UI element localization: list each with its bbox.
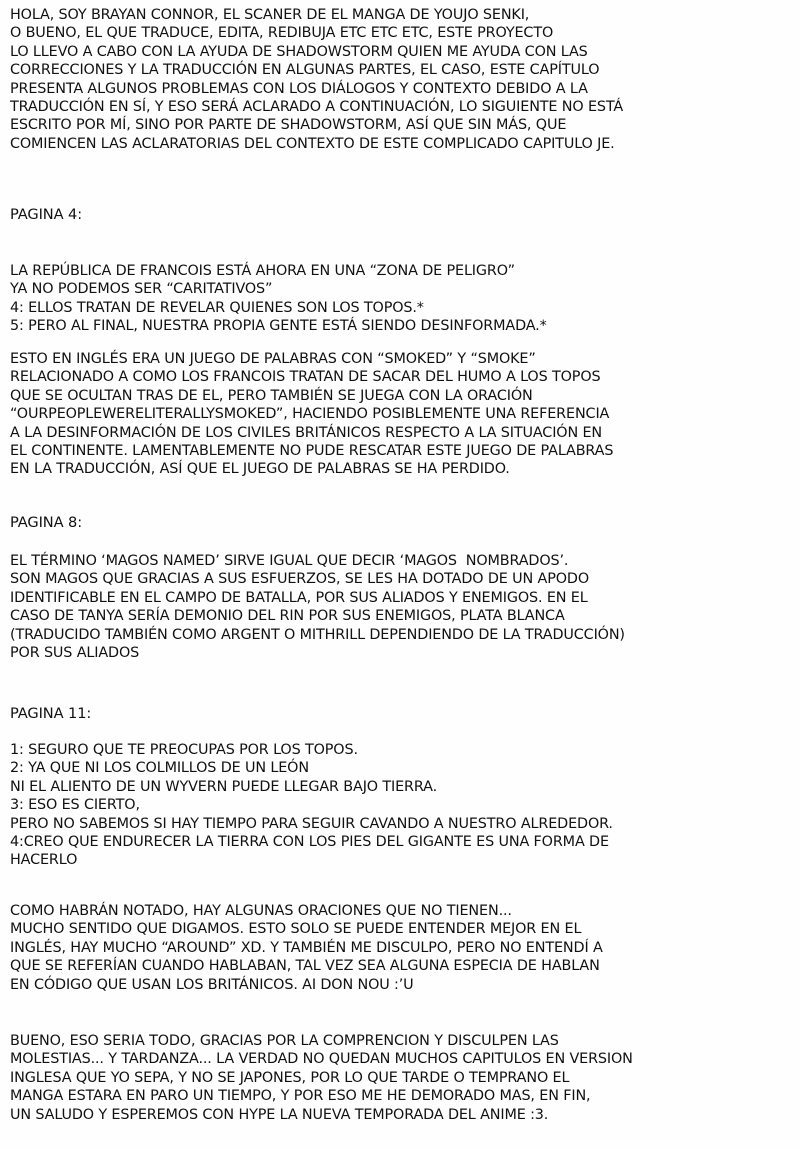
note-line: ESTO EN INGLÉS ERA UN JUEGO DE PALABRAS CON “SMOKED” Y “SMOKE” [10, 350, 536, 367]
remarks-paragraph [10, 902, 612, 994]
remarks-line: QUE SE REFERÍAN CUANDO HABLABAN, TAL VEZ SEA ALGUNA ESPECIA DE HABLAN [10, 957, 600, 975]
dialogue-line: 3: ESO ES CIERTO, [10, 796, 140, 814]
intro-paragraph [10, 6, 632, 153]
note-line: “OURPEOPLEWERELITERALLYSMOKED”, HACIENDO POSIBLEMENTE UNA REFERENCIA [10, 405, 610, 423]
page4-dialogue [10, 262, 555, 336]
body-line: SON MAGOS QUE GRACIAS A SUS ESFUERZOS, SE LES HA DOTADO DE UN APODO [10, 570, 590, 588]
remarks-line: COMO HABRÁN NOTADO, HAY ALGUNAS ORACIONES QUE NO TIENEN... [10, 902, 512, 919]
closing-line: MANGA ESTARA EN PARO UN TIEMPO, Y POR ESO ME HE DEMORADO MAS, EN FIN, [10, 1087, 591, 1105]
closing-line: MOLESTIAS... Y TARDANZA... LA VERDAD NO QUEDAN MUCHOS CAPITULOS EN VERSION [10, 1050, 633, 1068]
body-line: EL TÉRMINO ‘MAGOS NAMED’ SIRVE IGUAL QUE DECIR ‘MAGOS NOMBRADOS’. [10, 552, 569, 569]
closing-line: INGLESA QUE YO SEPA, Y NO SE JAPONES, POR LO QUE TARDE O TEMPRANO EL [10, 1068, 570, 1086]
note-line: QUE SE OCULTAN TRAS DE EL, PERO TAMBIÉN SE JUEGA CON LA ORACIÓN [10, 386, 533, 404]
dialogue-line: HACERLO [10, 851, 78, 869]
page4-note [10, 350, 623, 479]
section-heading: PAGINA 11: [10, 705, 92, 722]
note-line: EL CONTINENTE. LAMENTABLEMENTE NO PUDE RESCATAR ESTE JUEGO DE PALABRAS [10, 441, 614, 459]
dialogue-line: PERO NO SABEMOS SI HAY TIEMPO PARA SEGUIR CAVANDO A NUESTRO ALREDEDOR. [10, 814, 613, 832]
dialogue-line: 2: YA QUE NI LOS COLMILLOS DE UN LEÓN [10, 759, 309, 777]
body-line: POR SUS ALIADOS [10, 643, 140, 661]
intro-line: PRESENTA ALGUNOS PROBLEMAS CON LOS DIÁLOGOS Y CONTEXTO DEBIDO A LA [10, 79, 588, 97]
intro-line: TRADUCCIÓN EN SÍ, Y ESO SERÁ ACLARADO A CONTINUACIÓN, LO SIGUIENTE NO ESTÁ [10, 97, 624, 115]
remarks-line: EN CÓDIGO QUE USAN LOS BRITÁNICOS. AI DON NOU :’U [10, 975, 414, 993]
intro-line: ESCRITO POR MÍ, SINO POR PARTE DE SHADOWSTORM, ASÍ QUE SIN MÁS, QUE [10, 116, 567, 134]
dialogue-line: 1: SEGURO QUE TE PREOCUPAS POR LOS TOPOS. [10, 741, 358, 758]
note-line: A LA DESINFORMACIÓN DE LOS CIVILES BRITÁNICOS RESPECTO A LA SITUACIÓN EN [10, 423, 603, 441]
note-line: RELACIONADO A COMO LOS FRANCOIS TRATAN DE SACAR DEL HUMO A LOS TOPOS [10, 368, 601, 386]
remarks-line: INGLÉS, HAY MUCHO “AROUND” XD. Y TAMBIÉN ME DISCULPO, PERO NO ENTENDÍ A [10, 938, 603, 956]
intro-line: LO LLEVO A CABO CON LA AYUDA DE SHADOWSTORM QUIEN ME AYUDA CON LAS [10, 42, 588, 60]
section-heading: PAGINA 4: [10, 206, 83, 223]
page11-body [10, 741, 622, 870]
body-line: CASO DE TANYA SERÍA DEMONIO DEL RIN POR SUS ENEMIGOS, PLATA BLANCA [10, 607, 565, 625]
page11-section [10, 705, 91, 723]
closing-line: BUENO, ESO SERIA TODO, GRACIAS POR LA COMPRENCION Y DISCULPEN LAS [10, 1032, 559, 1049]
dialogue-line: 4:CREO QUE ENDURECER LA TIERRA CON LOS PIES DEL GIGANTE ES UNA FORMA DE [10, 832, 609, 850]
dialogue-line: 4: ELLOS TRATAN DE REVELAR QUIENES SON LOS TOPOS.* [10, 298, 424, 316]
intro-line: CORRECCIONES Y LA TRADUCCIÓN EN ALGUNAS PARTES, EL CASO, ESTE CAPÍTULO [10, 61, 600, 79]
dialogue-line: NI EL ALIENTO DE UN WYVERN PUEDE LLEGAR BAJO TIERRA. [10, 777, 437, 795]
body-line: (TRADUCIDO TAMBIÉN COMO ARGENT O MITHRILL DEPENDIENDO DE LA TRADUCCIÓN) [10, 625, 625, 643]
section-heading: PAGINA 8: [10, 514, 83, 531]
body-line: IDENTIFICABLE EN EL CAMPO DE BATALLA, POR SUS ALIADOS Y ENEMIGOS. EN EL [10, 588, 588, 606]
dialogue-line: YA NO PODEMOS SER “CARITATIVOS” [10, 280, 273, 298]
intro-line: COMIENCEN LAS ACLARATORIAS DEL CONTEXTO DE ESTE COMPLICADO CAPITULO JE. [10, 134, 615, 152]
remarks-line: MUCHO SENTIDO QUE DIGAMOS. ESTO SOLO SE PUEDE ENTENDER MEJOR EN EL [10, 920, 582, 938]
intro-line: HOLA, SOY BRAYAN CONNOR, EL SCANER DE EL MANGA DE YOUJO SENKI, [10, 6, 530, 23]
intro-line: O BUENO, EL QUE TRADUCE, EDITA, REDIBUJA ETC ETC ETC, ESTE PROYECTO [10, 24, 554, 42]
closing-line: UN SALUDO Y ESPEREMOS CON HYPE LA NUEVA TEMPORADA DEL ANIME :3. [10, 1105, 549, 1123]
dialogue-line: 5: PERO AL FINAL, NUESTRA PROPIA GENTE ESTÁ SIENDO DESINFORMADA.* [10, 317, 547, 335]
page8-body [10, 552, 634, 662]
note-line: EN LA TRADUCCIÓN, ASÍ QUE EL JUEGO DE PALABRAS SE HA PERDIDO. [10, 460, 510, 478]
dialogue-line: LA REPÚBLICA DE FRANCOIS ESTÁ AHORA EN UNA “ZONA DE PELIGRO” [10, 262, 515, 279]
page4-section [10, 206, 82, 224]
closing-paragraph [10, 1032, 642, 1124]
page8-section [10, 514, 82, 532]
